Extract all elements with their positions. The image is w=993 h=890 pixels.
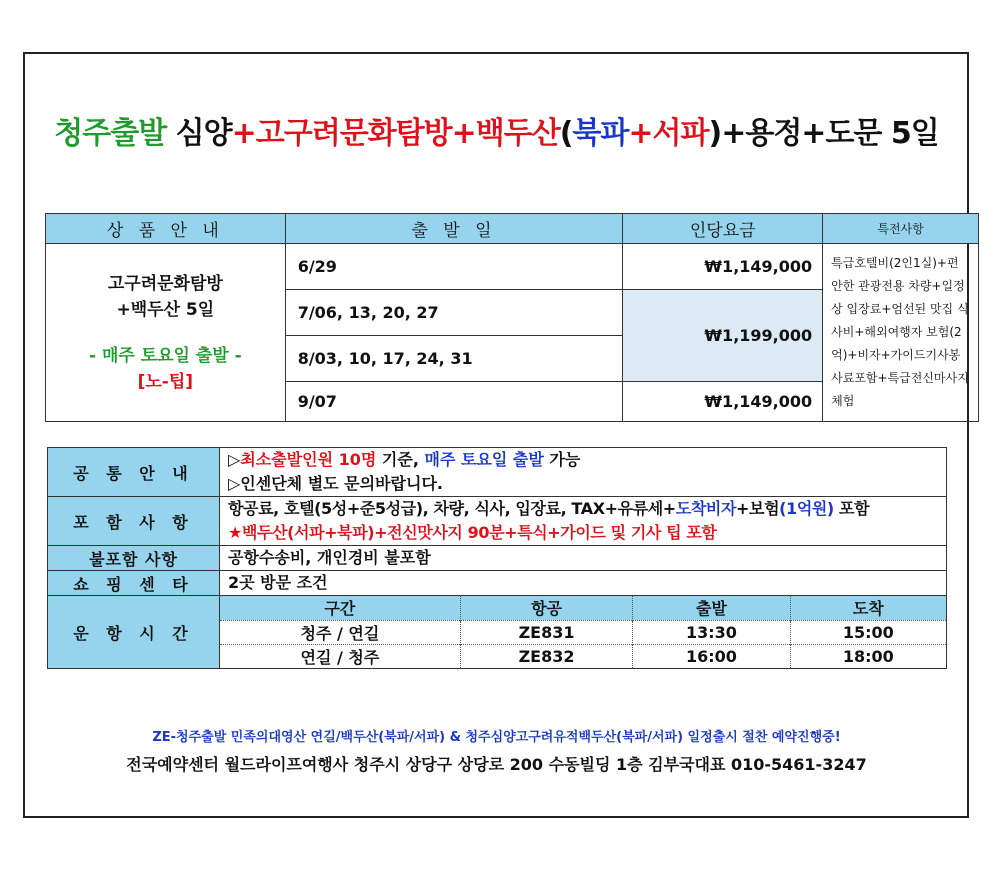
flight-header-depart: 출발 <box>633 596 790 620</box>
flight-route: 청주 / 연길 <box>220 620 460 644</box>
incentive-notice: ▷인센단체 별도 문의바랍니다. <box>228 474 443 493</box>
contact-line: 전국예약센터 월드라이프여행사 청주시 상당구 상당로 200 수동빌딩 1층 김부국대표 010-5461-3247 <box>126 755 867 774</box>
flight-row <box>220 644 946 668</box>
info-table <box>47 447 947 669</box>
flight-number: ZE832 <box>460 644 633 668</box>
include-text-b: +보험 <box>736 499 780 518</box>
title-paren-open: ( <box>559 116 573 151</box>
flight-number: ZE831 <box>460 620 633 644</box>
common-info-label: 공 통 안 내 <box>48 448 220 497</box>
common-info-content <box>220 448 947 497</box>
title-goguryeo: +고구려문화탐방 <box>231 116 452 151</box>
departure-date: 7/06, 13, 20, 27 <box>285 290 623 336</box>
header-benefits: 특전사항 <box>823 214 979 244</box>
flight-depart-time: 13:30 <box>633 620 790 644</box>
common-mid: 기준, <box>376 450 425 469</box>
include-text-a: 항공료, 호텔(5성+준5성급), 차량, 식사, 입장료, TAX+유류세+ <box>228 499 676 518</box>
flight-header-arrive: 도착 <box>790 596 946 620</box>
promo-line: ZE-청주출발 민족의대영산 연길/백두산(북파/서파) & 청주심양고구려유적백두산(북파/서파) 일정출시 절찬 예약진행중! <box>152 730 841 745</box>
min-participants: 최소출발인원 10명 <box>240 450 377 469</box>
shopping-label: 쇼 핑 센 타 <box>48 571 220 596</box>
price-value: ₩1,199,000 <box>623 290 823 382</box>
product-name-line2: +백두산 5일 <box>116 299 215 320</box>
common-marker: ▷ <box>228 450 241 469</box>
departure-date: 9/07 <box>285 382 623 422</box>
departure-date: 6/29 <box>285 244 623 290</box>
product-name-line1: 고구려문화탐방 <box>107 273 223 294</box>
shopping-content: 2곳 방문 조건 <box>220 571 947 596</box>
product-name-cell <box>46 244 286 422</box>
saturday-departure: 매주 토요일 출발 <box>424 450 544 469</box>
header-price: 인당요금 <box>623 214 823 244</box>
page-frame <box>23 52 969 818</box>
exclude-content: 공항수송비, 개인경비 불포함 <box>220 546 947 571</box>
flight-label: 운 항 시 간 <box>48 596 220 669</box>
flight-row <box>220 620 946 644</box>
flight-depart-time: 16:00 <box>633 644 790 668</box>
price-value: ₩1,149,000 <box>623 244 823 290</box>
benefits-text: 특급호텔비(2인1실)+편안한 관광전용 차량+일정상 입장료+엄선된 맛집 식사비+해외여행자 보험(2억)+비자+가이드기사봉사료포함+특급전신마사지체험 <box>823 244 979 422</box>
title-bukpa: 북파 <box>572 116 629 151</box>
flight-arrive-time: 15:00 <box>790 620 946 644</box>
title-rest: )+용정+도문 5일 <box>708 116 939 151</box>
title-departure: 청주출발 <box>54 116 167 151</box>
weekly-departure: - 매주 토요일 출발 - <box>88 345 242 366</box>
common-end: 가능 <box>543 450 581 469</box>
product-row <box>46 244 979 290</box>
header-product: 상 품 안 내 <box>46 214 286 244</box>
departure-date: 8/03, 10, 17, 24, 31 <box>285 336 623 382</box>
product-table <box>45 213 979 422</box>
no-tip-badge: [노-팁] <box>137 371 194 392</box>
product-header-row <box>46 214 979 244</box>
include-content <box>220 497 947 546</box>
price-value: ₩1,149,000 <box>623 382 823 422</box>
exclude-label: 불포함 사항 <box>48 546 220 571</box>
insurance-amount: (1억원) <box>779 499 834 518</box>
header-departure: 출 발 일 <box>285 214 623 244</box>
title-shenyang: 심양 <box>166 116 232 151</box>
flight-schedule-table <box>220 596 946 668</box>
flight-header-route: 구간 <box>220 596 460 620</box>
flight-schedule <box>220 596 947 669</box>
flight-arrive-time: 18:00 <box>790 644 946 668</box>
title-baekdu: +백두산 <box>451 116 560 151</box>
flight-header-airline: 항공 <box>460 596 633 620</box>
page-title <box>0 108 993 152</box>
title-seopa: +서파 <box>628 116 709 151</box>
include-text-c: 포함 <box>833 499 870 518</box>
include-special: ★백두산(서파+북파)+전신맛사지 90분+특식+가이드 및 기사 팁 포함 <box>228 523 717 542</box>
flight-route: 연길 / 청주 <box>220 644 460 668</box>
arrival-visa: 도착비자 <box>675 499 737 518</box>
include-label: 포 함 사 항 <box>48 497 220 546</box>
